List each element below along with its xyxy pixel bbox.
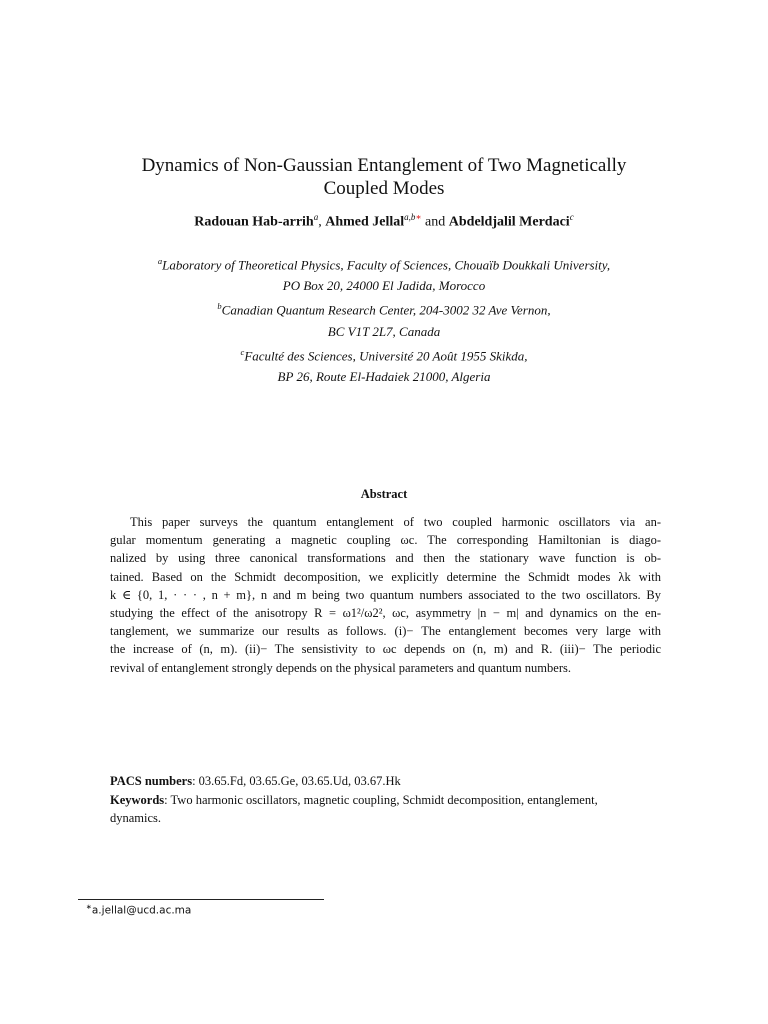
abstract-line: k ∈ {0, 1, · · · , n + m}, n and m being two quantum numbers associated to the two oscillators. By <box>110 587 661 602</box>
author-affil-sup: a <box>313 212 319 222</box>
abstract-line: revival of entanglement strongly depends on the physical parameters and quantum numbers. <box>110 660 571 675</box>
abstract-line: studying the effect of the anisotropy R = ω1²/ω2², ωc, asymmetry |n − m| and dynamics on the en- <box>110 606 661 621</box>
affiliation-c-address: BP 26, Route El-Hadaiek 21000, Algeria <box>277 368 491 384</box>
footnote-rule <box>78 899 324 900</box>
abstract-line: tained. Based on the Schmidt decomposition, we explicitly determine the Schmidt modes λk with <box>110 569 661 584</box>
abstract-body <box>110 513 661 677</box>
title-line-2: Coupled Modes <box>323 178 445 199</box>
abstract-line: This paper surveys the quantum entanglement of two coupled harmonic oscillators via an- <box>130 515 661 529</box>
abstract-line: nalized by using three canonical transformations and then the stationary wave function is ob- <box>110 551 661 566</box>
author-separator: and <box>425 214 446 230</box>
affiliation-a-address: PO Box 20, 24000 El Jadida, Morocco <box>282 278 486 294</box>
author-separator: , <box>318 214 322 230</box>
author-affil-sup: c <box>569 212 574 222</box>
affiliation-a: $^a$Laboratory of Theoretical Physics, Faculty of Sciences, Chouaïb Doukkali University, <box>157 256 611 273</box>
keywords-line: Keywords: Two harmonic oscillators, magnetic coupling, Schmidt decomposition, entanglement, <box>110 792 598 807</box>
author-name: Ahmed Jellal <box>325 214 405 230</box>
author-list <box>60 212 708 231</box>
paper-metadata <box>110 772 670 828</box>
abstract-line: gular momentum generating a magnetic coupling ωc. The corresponding Hamiltonian is diago- <box>110 533 661 548</box>
corresponding-star-link[interactable]: ∗ <box>415 212 422 222</box>
affiliation-b-address: BC V1T 2L7, Canada <box>327 323 441 339</box>
footnote <box>86 903 191 917</box>
footnote-email-link[interactable]: a.jellal@ucd.ac.ma <box>91 904 192 917</box>
abstract-line: the increase of (n, m). (ii)− The sensistivity to ωc depends on (n, m) and R. (iii)− The periodic <box>110 642 661 657</box>
title-line-1: Dynamics of Non-Gaussian Entanglement of Two Magnetically <box>141 155 627 176</box>
affiliation-c: $^c$Faculté des Sciences, Université 20 Août 1955 Skikda, <box>240 346 528 363</box>
keywords-line-2: dynamics. <box>110 811 162 825</box>
pacs-line: PACS numbers: 03.65.Fd, 03.65.Ge, 03.65.Ud, 03.67.Hk <box>110 774 401 788</box>
abstract-line: tanglement, we summarize our results as follows. (i)− The entanglement becomes very large with <box>110 624 661 639</box>
footnote-mark: ∗ <box>86 903 92 911</box>
affiliation-b: $^b$Canadian Quantum Research Center, 204-3002 32 Ave Vernon, <box>217 301 551 318</box>
affiliations <box>60 251 708 387</box>
paper-title <box>60 154 708 200</box>
abstract-heading: Abstract <box>360 487 408 501</box>
author-affil-sup: a,b∗ <box>404 212 422 222</box>
author-name: Abdeldjalil Merdaci <box>448 214 570 230</box>
author-name: Radouan Hab-arrih <box>194 214 314 230</box>
